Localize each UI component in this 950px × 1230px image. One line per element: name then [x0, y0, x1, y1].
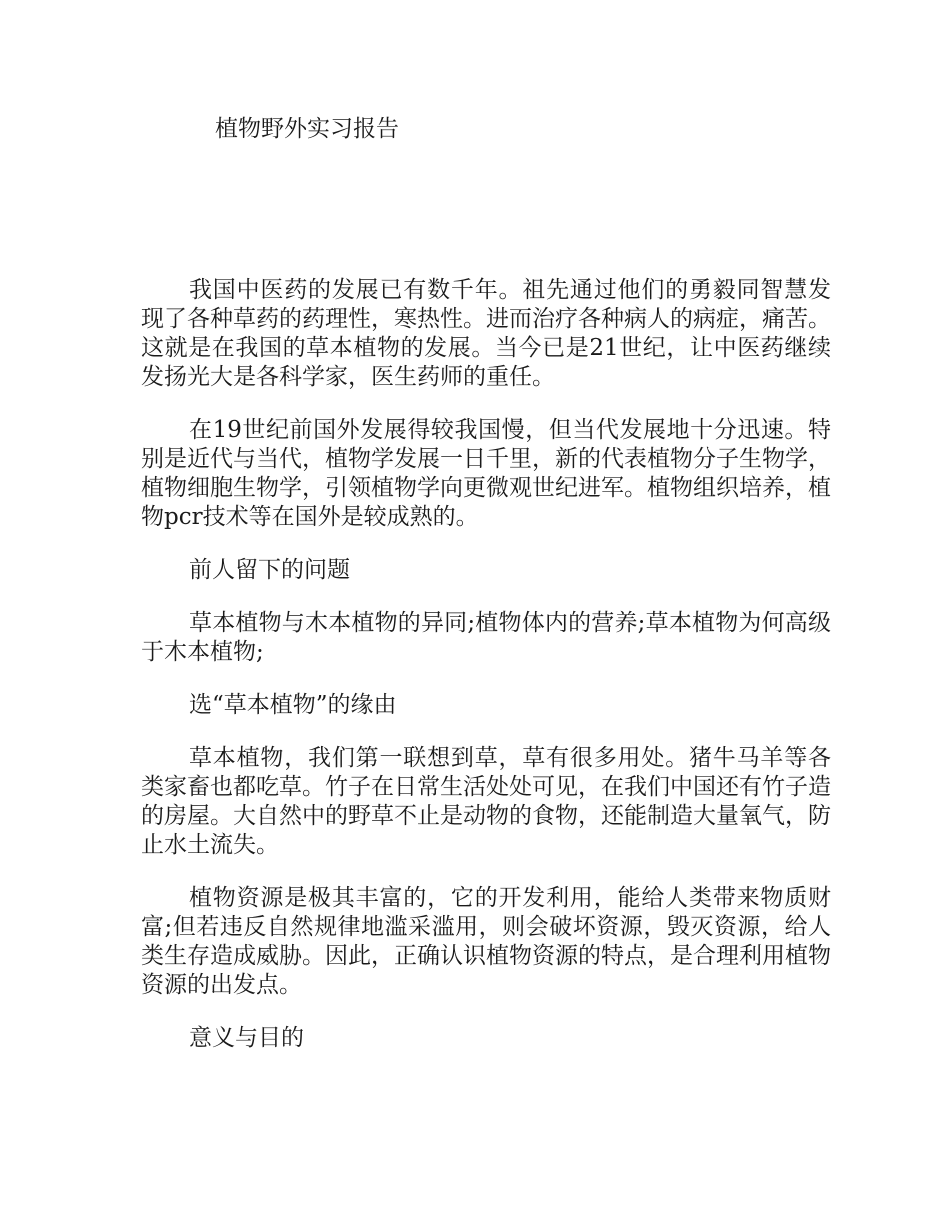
paragraph-reason: 草本植物，我们第一联想到草，草有很多用处。猪牛马羊等各类家畜也都吃草。竹子在日常生活处处可见，在我们中国还有竹子造的房屋。大自然中的野草不止是动物的食物，还能制造大量氧气，防止水土流失。 [141, 745, 831, 858]
section-heading-purpose: 意义与目的 [189, 1025, 304, 1051]
section-heading-reason: 选“草本植物”的缘由 [189, 692, 397, 718]
paragraph-resources: 植物资源是极其丰富的，它的开发利用，能给人类带来物质财富;但若违反自然规律地滥采滥用，则会破坏资源，毁灭资源，给人类生存造成威胁。因此，正确认识植物资源的特点，是合理利用植物资源的出发点。 [141, 885, 831, 998]
document-title: 植物野外实习报告 [215, 116, 399, 142]
paragraph-intro: 我国中医药的发展已有数千年。祖先通过他们的勇毅同智慧发现了各种草药的药理性，寒热性。进而治疗各种病人的病症，痛苦。这就是在我国的草本植物的发展。当今已是21世纪，让中医药继续发扬光大是各科学家，医生药师的重任。 [141, 277, 831, 390]
paragraph-foreign-development: 在19世纪前国外发展得较我国慢，但当代发展地十分迅速。特别是近代与当代，植物学发展一日千里，新的代表植物分子生物学，植物细胞生物学，引领植物学向更微观世纪进军。植物组织培养，植物pcr技术等在国外是较成熟的。 [141, 417, 831, 530]
section-heading-problems: 前人留下的问题 [189, 557, 350, 583]
paragraph-problems: 草本植物与木本植物的异同;植物体内的营养;草本植物为何高级于木本植物; [141, 610, 831, 665]
document-body [141, 276, 831, 1077]
